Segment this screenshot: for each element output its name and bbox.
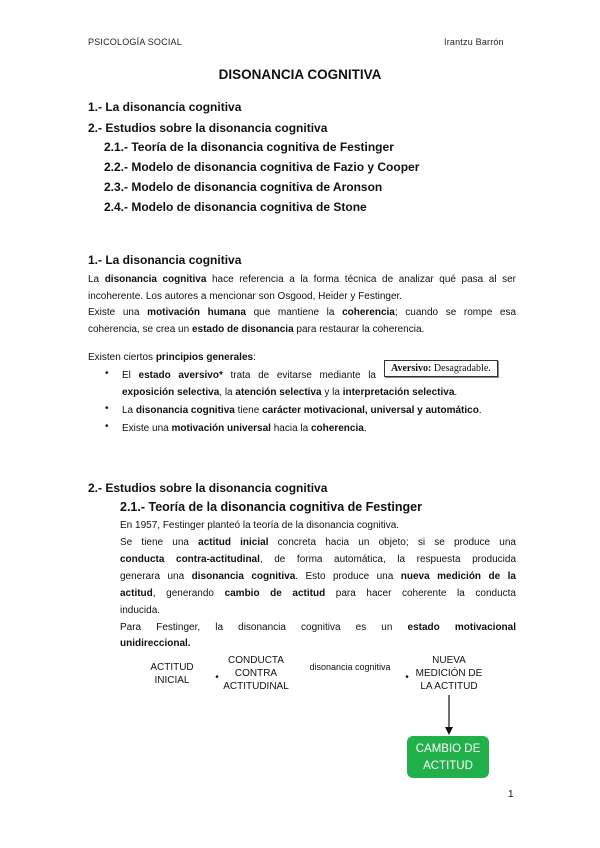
s2-p-line4: actitud, generando cambio de actitud para hacer coherente la conducta — [120, 588, 516, 599]
flow-node-actitud-inicial: ACTITUD INICIAL — [150, 662, 194, 686]
toc-item-2-1: 2.1.- Teoría de la disonancia cognitiva de Festinger — [104, 140, 394, 154]
s2-p-line3: generara una disonancia cognitiva. Esto produce una nueva medición de la — [120, 571, 516, 582]
toc-item-2-4: 2.4.- Modelo de disonancia cognitiva de Stone — [104, 200, 367, 214]
header-right: Irantzu Barrón — [444, 37, 504, 47]
s1-bullet2: La disonancia cognitiva tiene carácter motivacional, universal y automático. — [122, 405, 482, 416]
definition-note-box: Aversivo: Desagradable. — [384, 360, 498, 377]
section-1-heading: 1.- La disonancia cognitiva — [88, 253, 242, 267]
toc-item-2: 2.- Estudios sobre la disonancia cognitiva — [88, 121, 328, 135]
flow-result-cambio-actitud: CAMBIO DE ACTITUD — [407, 736, 489, 778]
bullet-dot: • — [105, 421, 109, 432]
section-2-heading: 2.- Estudios sobre la disonancia cognitiva — [88, 481, 328, 495]
header-left: PSICOLOGÍA SOCIAL — [88, 37, 182, 47]
bullet-dot: • — [215, 672, 219, 683]
flow-node-nueva-medicion: NUEVA MEDICIÓN DE LA ACTITUD — [415, 655, 483, 692]
page-number: 1 — [508, 789, 514, 800]
s1-bullet1-line1: El estado aversivo* trata de evitarse mediante la — [122, 370, 376, 381]
s2-p2-line1: Para Festinger, la disonancia cognitiva es un estado motivacional — [120, 622, 516, 633]
s1-p2-line1: Existe una motivación humana que mantiene la coherencia; cuando se rompe esa — [88, 307, 517, 318]
flow-node-disonancia: disonancia cognitiva — [309, 662, 391, 672]
s1-p2-line2: coherencia, se crea un estado de disonancia para restaurar la coherencia. — [88, 324, 425, 335]
section-2-1-heading: 2.1.- Teoría de la disonancia cognitiva de Festinger — [120, 500, 422, 514]
down-arrow-icon — [440, 695, 460, 737]
toc-item-2-3: 2.3.- Modelo de disonancia cognitiva de Aronson — [104, 180, 383, 194]
bullet-dot: • — [105, 403, 109, 414]
flow-node-conducta: CONDUCTA CONTRA ACTITUDINAL — [223, 655, 289, 692]
s2-p2-line2: unidireccional. — [120, 638, 191, 649]
s1-p1-line2: incoherente. Los autores a mencionar son Osgood, Heider y Festinger. — [88, 291, 403, 302]
s1-principles-intro: Existen ciertos principios generales: — [88, 352, 256, 363]
s1-bullet1-line2: exposición selectiva, la atención selectiva y la interpretación selectiva. — [122, 387, 458, 398]
s2-p-line2: conducta contra-actitudinal, de forma automática, la respuesta producida — [120, 554, 517, 565]
s2-intro: En 1957, Festinger planteó la teoría de la disonancia cognitiva. — [120, 520, 400, 531]
page-title: DISONANCIA COGNITIVA — [218, 67, 382, 82]
toc-item-1: 1.- La disonancia cognitiva — [88, 100, 242, 114]
s2-p-line1: Se tiene una actitud inicial concreta hacia un objeto; si se produce una — [120, 537, 516, 548]
s1-bullet3: Existe una motivación universal hacia la coherencia. — [122, 423, 367, 434]
toc-item-2-2: 2.2.- Modelo de disonancia cognitiva de Fazio y Cooper — [104, 160, 420, 174]
s1-p1-line1: La disonancia cognitiva hace referencia a la forma técnica de analizar qué pasa al ser — [88, 274, 516, 285]
s2-p-line5: inducida. — [120, 605, 161, 616]
bullet-dot: • — [405, 672, 409, 683]
bullet-dot: • — [105, 368, 109, 379]
